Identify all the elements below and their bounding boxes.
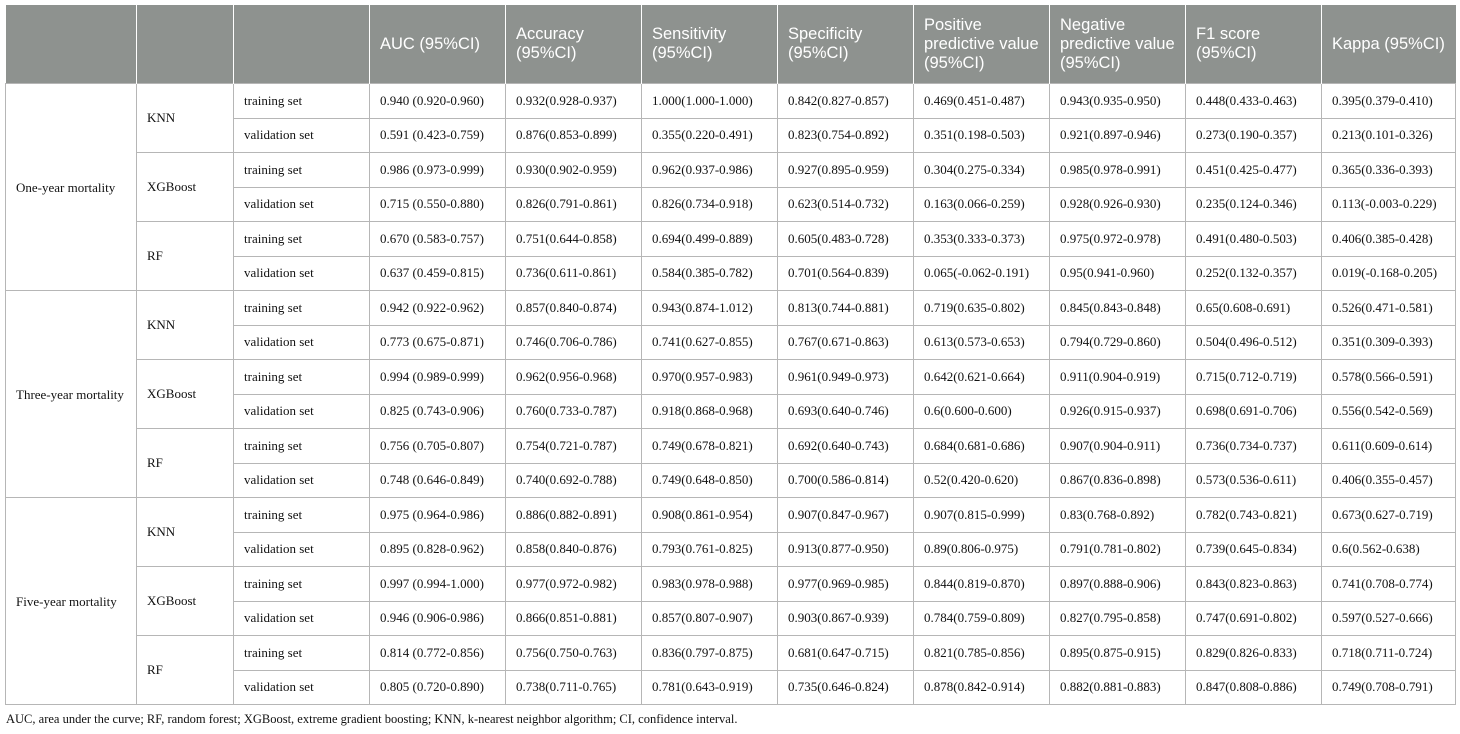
metric-cell: 0.986 (0.973-0.999) bbox=[370, 153, 506, 188]
metric-cell: 1.000(1.000-1.000) bbox=[642, 84, 778, 119]
metric-cell: 0.857(0.807-0.907) bbox=[642, 601, 778, 636]
dataset-label: training set bbox=[234, 498, 370, 533]
metric-cell: 0.578(0.566-0.591) bbox=[1322, 360, 1456, 395]
metric-cell: 0.940 (0.920-0.960) bbox=[370, 84, 506, 119]
metric-cell: 0.858(0.840-0.876) bbox=[506, 532, 642, 567]
metric-cell: 0.395(0.379-0.410) bbox=[1322, 84, 1456, 119]
metric-cell: 0.584(0.385-0.782) bbox=[642, 256, 778, 291]
metric-cell: 0.573(0.536-0.611) bbox=[1186, 463, 1322, 498]
column-header: Negative predictive value (95%CI) bbox=[1050, 5, 1186, 84]
table-row bbox=[6, 498, 1456, 533]
metric-cell: 0.767(0.671-0.863) bbox=[778, 325, 914, 360]
metric-cell: 0.760(0.733-0.787) bbox=[506, 394, 642, 429]
metric-cell: 0.353(0.333-0.373) bbox=[914, 222, 1050, 257]
metric-cell: 0.019(-0.168-0.205) bbox=[1322, 256, 1456, 291]
dataset-label: validation set bbox=[234, 187, 370, 222]
metric-cell: 0.406(0.355-0.457) bbox=[1322, 463, 1456, 498]
metric-cell: 0.994 (0.989-0.999) bbox=[370, 360, 506, 395]
metric-cell: 0.351(0.309-0.393) bbox=[1322, 325, 1456, 360]
metric-cell: 0.469(0.451-0.487) bbox=[914, 84, 1050, 119]
dataset-label: validation set bbox=[234, 325, 370, 360]
metric-cell: 0.907(0.815-0.999) bbox=[914, 498, 1050, 533]
model-label: KNN bbox=[137, 498, 234, 567]
metric-cell: 0.918(0.868-0.968) bbox=[642, 394, 778, 429]
metric-cell: 0.975(0.972-0.978) bbox=[1050, 222, 1186, 257]
metric-cell: 0.694(0.499-0.889) bbox=[642, 222, 778, 257]
metric-cell: 0.823(0.754-0.892) bbox=[778, 118, 914, 153]
metric-cell: 0.065(-0.062-0.191) bbox=[914, 256, 1050, 291]
metric-cell: 0.355(0.220-0.491) bbox=[642, 118, 778, 153]
metric-cell: 0.597(0.527-0.666) bbox=[1322, 601, 1456, 636]
table-header bbox=[6, 5, 1456, 84]
metric-cell: 0.985(0.978-0.991) bbox=[1050, 153, 1186, 188]
metric-cell: 0.926(0.915-0.937) bbox=[1050, 394, 1186, 429]
metric-cell: 0.913(0.877-0.950) bbox=[778, 532, 914, 567]
metric-cell: 0.736(0.611-0.861) bbox=[506, 256, 642, 291]
metric-cell: 0.962(0.937-0.986) bbox=[642, 153, 778, 188]
dataset-label: validation set bbox=[234, 670, 370, 705]
metric-cell: 0.895(0.875-0.915) bbox=[1050, 636, 1186, 671]
metric-cell: 0.83(0.768-0.892) bbox=[1050, 498, 1186, 533]
column-header: Sensitivity (95%CI) bbox=[642, 5, 778, 84]
metric-cell: 0.715(0.712-0.719) bbox=[1186, 360, 1322, 395]
metric-cell: 0.163(0.066-0.259) bbox=[914, 187, 1050, 222]
column-header: Accuracy (95%CI) bbox=[506, 5, 642, 84]
metric-cell: 0.406(0.385-0.428) bbox=[1322, 222, 1456, 257]
metric-cell: 0.89(0.806-0.975) bbox=[914, 532, 1050, 567]
metric-cell: 0.825 (0.743-0.906) bbox=[370, 394, 506, 429]
metric-cell: 0.903(0.867-0.939) bbox=[778, 601, 914, 636]
metric-cell: 0.748 (0.646-0.849) bbox=[370, 463, 506, 498]
metric-cell: 0.65(0.608-0.691) bbox=[1186, 291, 1322, 326]
metric-cell: 0.821(0.785-0.856) bbox=[914, 636, 1050, 671]
table-row bbox=[6, 153, 1456, 188]
metric-cell: 0.911(0.904-0.919) bbox=[1050, 360, 1186, 395]
metric-cell: 0.977(0.969-0.985) bbox=[778, 567, 914, 602]
dataset-label: training set bbox=[234, 429, 370, 464]
metric-cell: 0.930(0.902-0.959) bbox=[506, 153, 642, 188]
metric-cell: 0.882(0.881-0.883) bbox=[1050, 670, 1186, 705]
metric-cell: 0.741(0.708-0.774) bbox=[1322, 567, 1456, 602]
metric-cell: 0.747(0.691-0.802) bbox=[1186, 601, 1322, 636]
metric-cell: 0.975 (0.964-0.986) bbox=[370, 498, 506, 533]
model-label: XGBoost bbox=[137, 360, 234, 429]
metric-cell: 0.751(0.644-0.858) bbox=[506, 222, 642, 257]
metric-cell: 0.907(0.904-0.911) bbox=[1050, 429, 1186, 464]
dataset-label: validation set bbox=[234, 463, 370, 498]
metric-cell: 0.754(0.721-0.787) bbox=[506, 429, 642, 464]
metric-cell: 0.591 (0.423-0.759) bbox=[370, 118, 506, 153]
metric-cell: 0.700(0.586-0.814) bbox=[778, 463, 914, 498]
metric-cell: 0.943(0.935-0.950) bbox=[1050, 84, 1186, 119]
outcome-label: One-year mortality bbox=[6, 84, 137, 291]
dataset-label: training set bbox=[234, 636, 370, 671]
column-header: AUC (95%CI) bbox=[370, 5, 506, 84]
metric-cell: 0.857(0.840-0.874) bbox=[506, 291, 642, 326]
column-header: F1 score (95%CI) bbox=[1186, 5, 1322, 84]
model-label: KNN bbox=[137, 84, 234, 153]
metric-cell: 0.867(0.836-0.898) bbox=[1050, 463, 1186, 498]
metric-cell: 0.670 (0.583-0.757) bbox=[370, 222, 506, 257]
metric-cell: 0.927(0.895-0.959) bbox=[778, 153, 914, 188]
column-header bbox=[6, 5, 137, 84]
metric-cell: 0.95(0.941-0.960) bbox=[1050, 256, 1186, 291]
metric-cell: 0.997 (0.994-1.000) bbox=[370, 567, 506, 602]
metric-cell: 0.715 (0.550-0.880) bbox=[370, 187, 506, 222]
metric-cell: 0.113(-0.003-0.229) bbox=[1322, 187, 1456, 222]
metric-cell: 0.740(0.692-0.788) bbox=[506, 463, 642, 498]
metric-cell: 0.773 (0.675-0.871) bbox=[370, 325, 506, 360]
dataset-label: training set bbox=[234, 291, 370, 326]
metric-cell: 0.907(0.847-0.967) bbox=[778, 498, 914, 533]
metric-cell: 0.351(0.198-0.503) bbox=[914, 118, 1050, 153]
metric-cell: 0.304(0.275-0.334) bbox=[914, 153, 1050, 188]
dataset-label: validation set bbox=[234, 601, 370, 636]
model-label: RF bbox=[137, 636, 234, 705]
metric-cell: 0.556(0.542-0.569) bbox=[1322, 394, 1456, 429]
dataset-label: validation set bbox=[234, 394, 370, 429]
metric-cell: 0.491(0.480-0.503) bbox=[1186, 222, 1322, 257]
metric-cell: 0.932(0.928-0.937) bbox=[506, 84, 642, 119]
metric-cell: 0.235(0.124-0.346) bbox=[1186, 187, 1322, 222]
table-row bbox=[6, 360, 1456, 395]
table-row bbox=[6, 567, 1456, 602]
metric-cell: 0.943(0.874-1.012) bbox=[642, 291, 778, 326]
metric-cell: 0.897(0.888-0.906) bbox=[1050, 567, 1186, 602]
metric-cell: 0.805 (0.720-0.890) bbox=[370, 670, 506, 705]
metric-cell: 0.928(0.926-0.930) bbox=[1050, 187, 1186, 222]
metric-cell: 0.52(0.420-0.620) bbox=[914, 463, 1050, 498]
metric-cell: 0.611(0.609-0.614) bbox=[1322, 429, 1456, 464]
metric-cell: 0.749(0.678-0.821) bbox=[642, 429, 778, 464]
results-table bbox=[5, 5, 1456, 705]
outcome-label: Five-year mortality bbox=[6, 498, 137, 705]
metric-cell: 0.681(0.647-0.715) bbox=[778, 636, 914, 671]
outcome-label: Three-year mortality bbox=[6, 291, 137, 498]
dataset-label: training set bbox=[234, 567, 370, 602]
metric-cell: 0.845(0.843-0.848) bbox=[1050, 291, 1186, 326]
metric-cell: 0.749(0.648-0.850) bbox=[642, 463, 778, 498]
metric-cell: 0.719(0.635-0.802) bbox=[914, 291, 1050, 326]
metric-cell: 0.794(0.729-0.860) bbox=[1050, 325, 1186, 360]
model-label: RF bbox=[137, 429, 234, 498]
metric-cell: 0.970(0.957-0.983) bbox=[642, 360, 778, 395]
metric-cell: 0.961(0.949-0.973) bbox=[778, 360, 914, 395]
header-row bbox=[6, 5, 1456, 84]
metric-cell: 0.739(0.645-0.834) bbox=[1186, 532, 1322, 567]
metric-cell: 0.613(0.573-0.653) bbox=[914, 325, 1050, 360]
model-label: KNN bbox=[137, 291, 234, 360]
metric-cell: 0.844(0.819-0.870) bbox=[914, 567, 1050, 602]
metric-cell: 0.756(0.750-0.763) bbox=[506, 636, 642, 671]
metric-cell: 0.886(0.882-0.891) bbox=[506, 498, 642, 533]
metric-cell: 0.504(0.496-0.512) bbox=[1186, 325, 1322, 360]
metric-cell: 0.673(0.627-0.719) bbox=[1322, 498, 1456, 533]
metric-cell: 0.448(0.433-0.463) bbox=[1186, 84, 1322, 119]
metric-cell: 0.451(0.425-0.477) bbox=[1186, 153, 1322, 188]
column-header: Kappa (95%CI) bbox=[1322, 5, 1456, 84]
metric-cell: 0.946 (0.906-0.986) bbox=[370, 601, 506, 636]
metric-cell: 0.526(0.471-0.581) bbox=[1322, 291, 1456, 326]
metric-cell: 0.642(0.621-0.664) bbox=[914, 360, 1050, 395]
dataset-label: validation set bbox=[234, 118, 370, 153]
metric-cell: 0.784(0.759-0.809) bbox=[914, 601, 1050, 636]
model-label: RF bbox=[137, 222, 234, 291]
metric-cell: 0.908(0.861-0.954) bbox=[642, 498, 778, 533]
metric-cell: 0.829(0.826-0.833) bbox=[1186, 636, 1322, 671]
metric-cell: 0.684(0.681-0.686) bbox=[914, 429, 1050, 464]
metric-cell: 0.876(0.853-0.899) bbox=[506, 118, 642, 153]
metric-cell: 0.813(0.744-0.881) bbox=[778, 291, 914, 326]
column-header bbox=[234, 5, 370, 84]
dataset-label: validation set bbox=[234, 256, 370, 291]
metric-cell: 0.623(0.514-0.732) bbox=[778, 187, 914, 222]
dataset-label: training set bbox=[234, 153, 370, 188]
metric-cell: 0.637 (0.459-0.815) bbox=[370, 256, 506, 291]
metric-cell: 0.826(0.791-0.861) bbox=[506, 187, 642, 222]
column-header bbox=[137, 5, 234, 84]
metric-cell: 0.365(0.336-0.393) bbox=[1322, 153, 1456, 188]
metric-cell: 0.736(0.734-0.737) bbox=[1186, 429, 1322, 464]
table-row bbox=[6, 84, 1456, 119]
table-row bbox=[6, 429, 1456, 464]
column-header: Specificity (95%CI) bbox=[778, 5, 914, 84]
metric-cell: 0.791(0.781-0.802) bbox=[1050, 532, 1186, 567]
metric-cell: 0.842(0.827-0.857) bbox=[778, 84, 914, 119]
metric-cell: 0.847(0.808-0.886) bbox=[1186, 670, 1322, 705]
metric-cell: 0.749(0.708-0.791) bbox=[1322, 670, 1456, 705]
model-label: XGBoost bbox=[137, 567, 234, 636]
table-row bbox=[6, 636, 1456, 671]
metric-cell: 0.878(0.842-0.914) bbox=[914, 670, 1050, 705]
metric-cell: 0.605(0.483-0.728) bbox=[778, 222, 914, 257]
metric-cell: 0.693(0.640-0.746) bbox=[778, 394, 914, 429]
metric-cell: 0.741(0.627-0.855) bbox=[642, 325, 778, 360]
metric-cell: 0.718(0.711-0.724) bbox=[1322, 636, 1456, 671]
metric-cell: 0.962(0.956-0.968) bbox=[506, 360, 642, 395]
metric-cell: 0.843(0.823-0.863) bbox=[1186, 567, 1322, 602]
metric-cell: 0.921(0.897-0.946) bbox=[1050, 118, 1186, 153]
metric-cell: 0.6(0.562-0.638) bbox=[1322, 532, 1456, 567]
metric-cell: 0.746(0.706-0.786) bbox=[506, 325, 642, 360]
metric-cell: 0.692(0.640-0.743) bbox=[778, 429, 914, 464]
column-header: Positive predictive value (95%CI) bbox=[914, 5, 1050, 84]
dataset-label: training set bbox=[234, 84, 370, 119]
metric-cell: 0.827(0.795-0.858) bbox=[1050, 601, 1186, 636]
metric-cell: 0.836(0.797-0.875) bbox=[642, 636, 778, 671]
metric-cell: 0.826(0.734-0.918) bbox=[642, 187, 778, 222]
model-label: XGBoost bbox=[137, 153, 234, 222]
metric-cell: 0.895 (0.828-0.962) bbox=[370, 532, 506, 567]
metric-cell: 0.983(0.978-0.988) bbox=[642, 567, 778, 602]
metric-cell: 0.781(0.643-0.919) bbox=[642, 670, 778, 705]
dataset-label: training set bbox=[234, 222, 370, 257]
dataset-label: training set bbox=[234, 360, 370, 395]
metric-cell: 0.252(0.132-0.357) bbox=[1186, 256, 1322, 291]
metric-cell: 0.866(0.851-0.881) bbox=[506, 601, 642, 636]
metric-cell: 0.213(0.101-0.326) bbox=[1322, 118, 1456, 153]
metric-cell: 0.756 (0.705-0.807) bbox=[370, 429, 506, 464]
metric-cell: 0.793(0.761-0.825) bbox=[642, 532, 778, 567]
dataset-label: validation set bbox=[234, 532, 370, 567]
metric-cell: 0.977(0.972-0.982) bbox=[506, 567, 642, 602]
metric-cell: 0.735(0.646-0.824) bbox=[778, 670, 914, 705]
metric-cell: 0.814 (0.772-0.856) bbox=[370, 636, 506, 671]
table-row bbox=[6, 291, 1456, 326]
metric-cell: 0.273(0.190-0.357) bbox=[1186, 118, 1322, 153]
table-row bbox=[6, 222, 1456, 257]
metric-cell: 0.782(0.743-0.821) bbox=[1186, 498, 1322, 533]
table-footnote: AUC, area under the curve; RF, random forest; XGBoost, extreme gradient boosting; KNN, k-nearest neighbor algorithm; CI, confidence interval. bbox=[6, 712, 738, 726]
metric-cell: 0.942 (0.922-0.962) bbox=[370, 291, 506, 326]
metric-cell: 0.738(0.711-0.765) bbox=[506, 670, 642, 705]
table-body bbox=[6, 84, 1456, 705]
metric-cell: 0.6(0.600-0.600) bbox=[914, 394, 1050, 429]
metric-cell: 0.701(0.564-0.839) bbox=[778, 256, 914, 291]
metric-cell: 0.698(0.691-0.706) bbox=[1186, 394, 1322, 429]
